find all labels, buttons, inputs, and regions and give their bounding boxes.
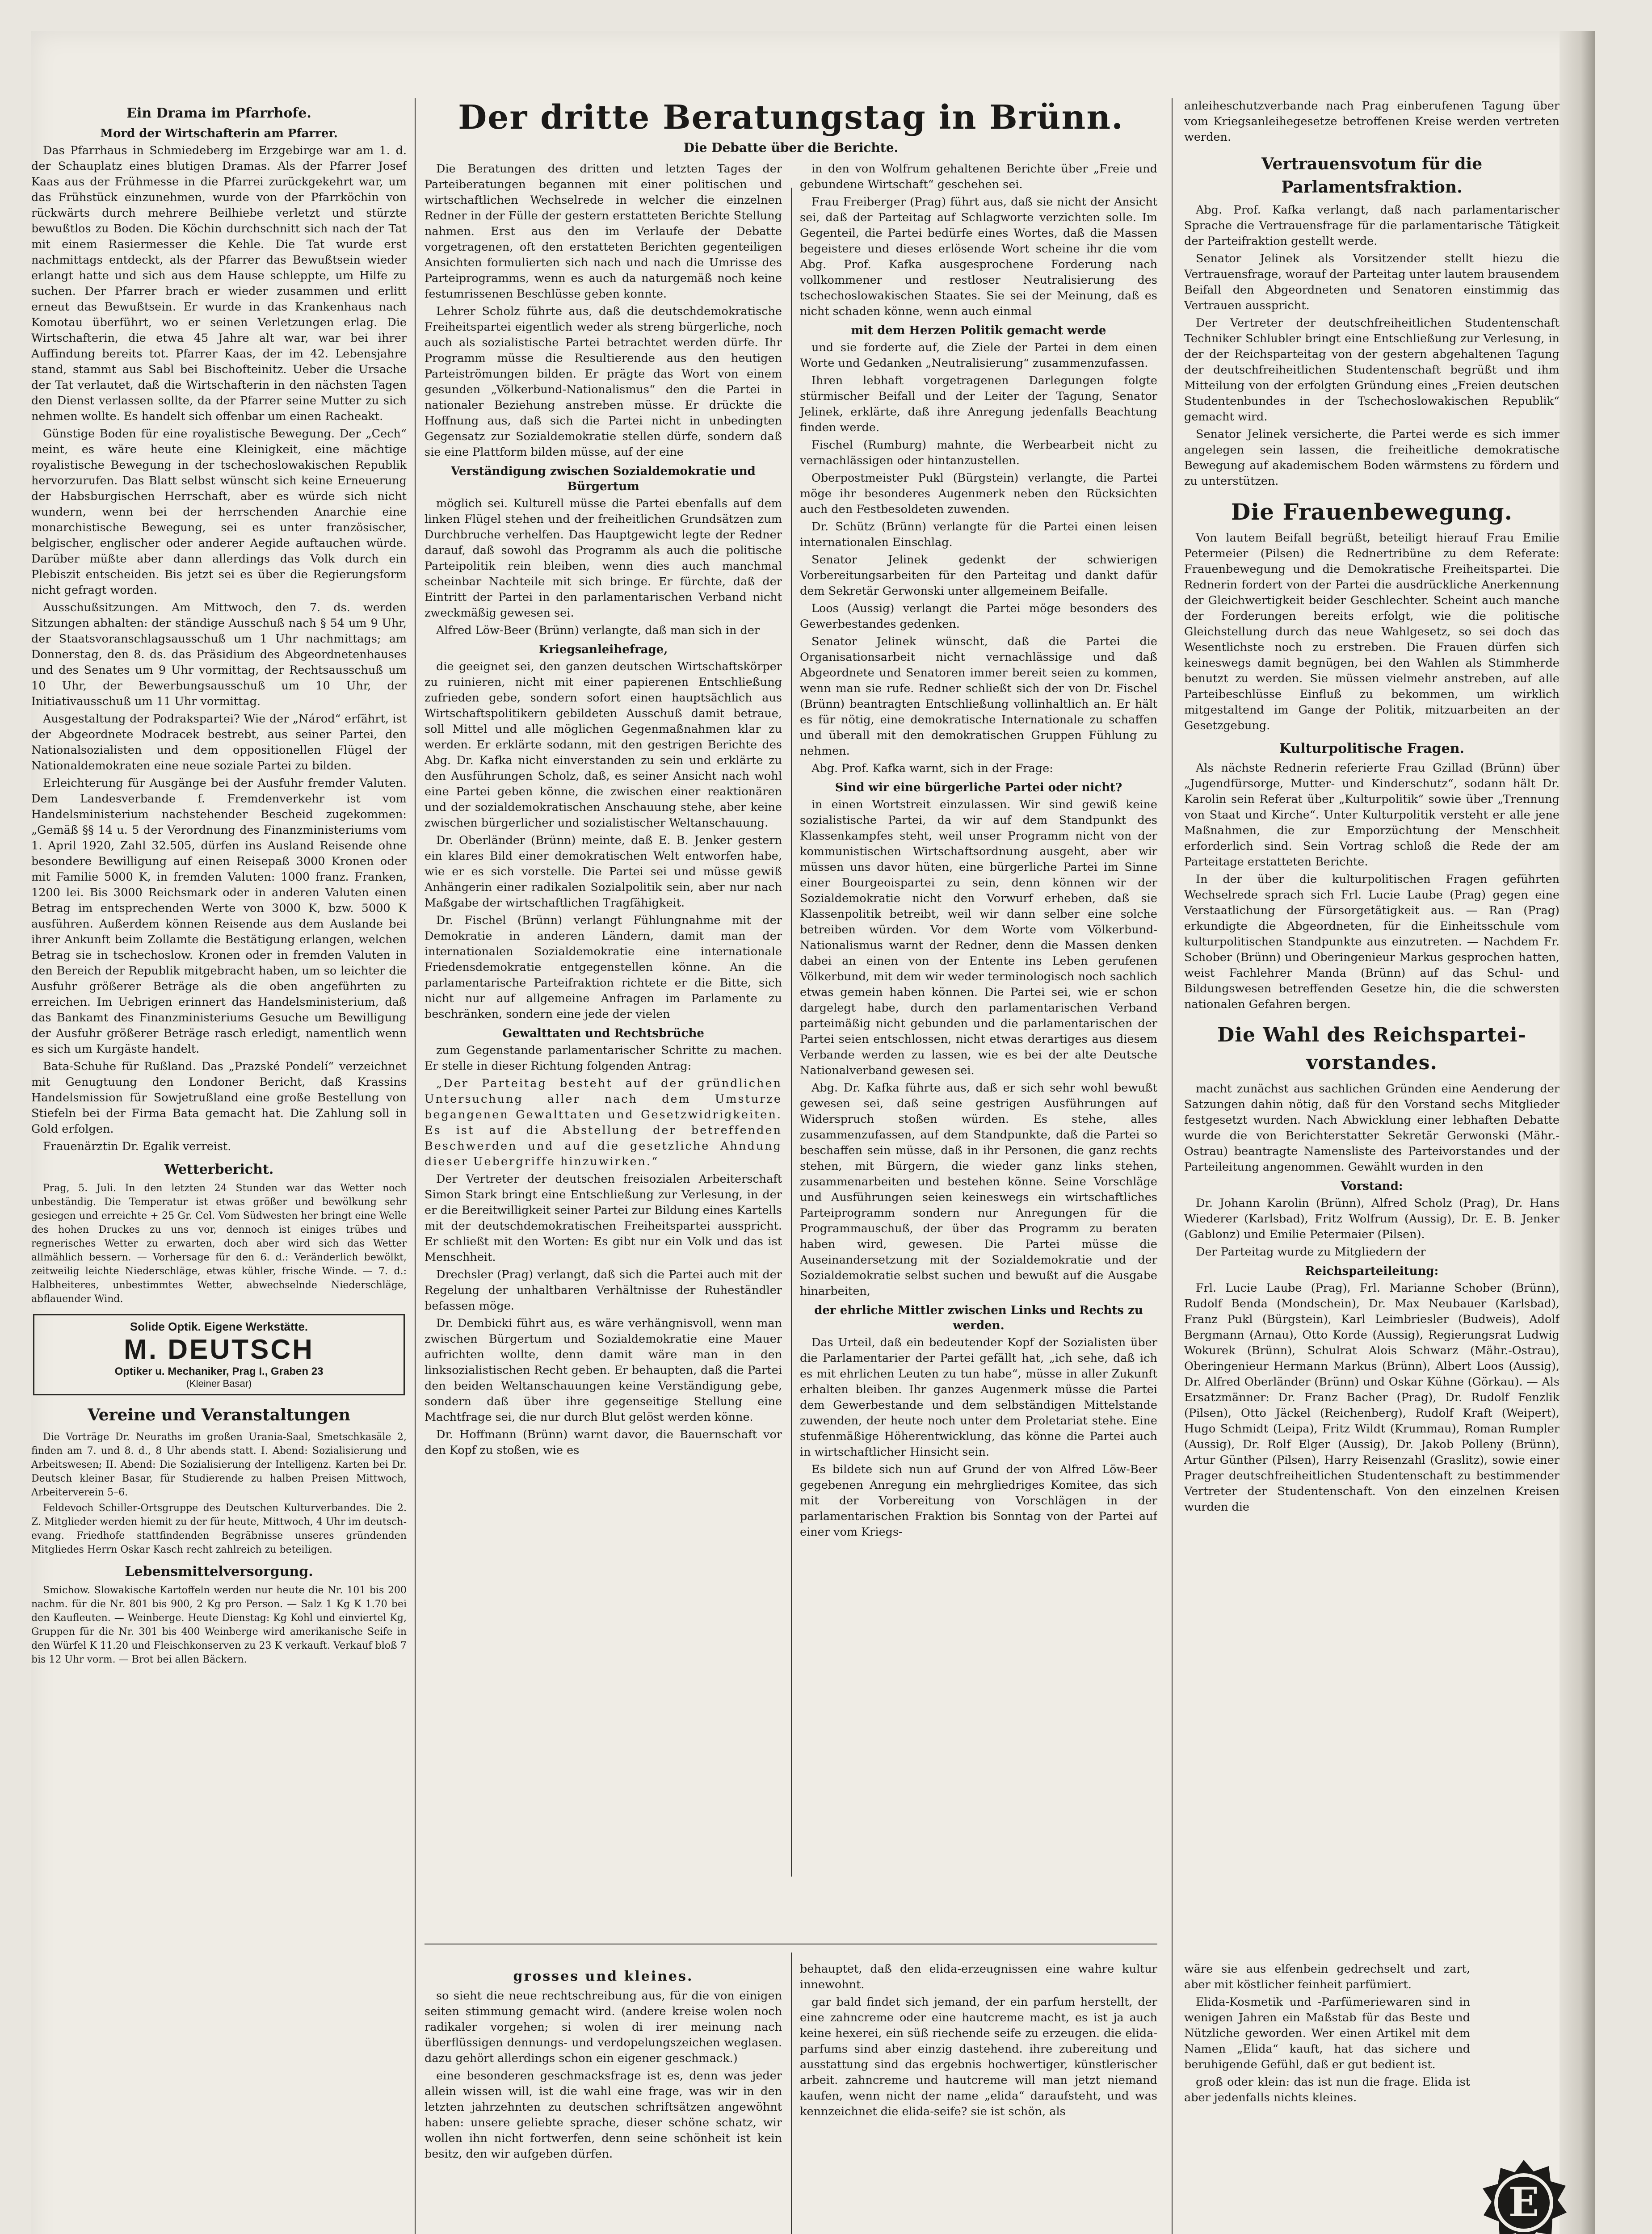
article-para: Dr. Hoffmann (Brünn) warnt davor, die Bauernschaft vor den Kopf zu stoßen, wie es — [425, 1428, 782, 1457]
women-text: Von lautem Beifall begrüßt, beteiligt hierauf Frau Emilie Petermeier (Pilsen) die Rednertribüne zu dem Referate: Frauenbewegung und die Demokratische Freiheitspartei. Die Rednerin fordert von der Partei die ausdrückliche Anerkennung der Gleichwertigkeit beider Geschlechter. Scheint auch manche der Forderungen bereits erfolgt, wie die politische Gleichstellung durch das neue Wahlgesetz, so sei doch das Wesentlichste noch zu erstreben. Die Frauen dürfen sich keineswegs damit begnügen, bei den Wahlen als Stimmherde benutzt zu werden. Sie müssen vielmehr anstreben, auf alle Parteibeschlüsse Einfluß zu bekommen, um wirklich mitgestaltend im Gange der Politik, mitzuarbeiten an der Gesetzgebung. — [1184, 531, 1560, 732]
article-subhead: der ehrliche Mittler zwischen Links und Rechts zu werden. — [814, 1304, 1143, 1332]
vote-text: Abg. Prof. Kafka verlangt, daß nach parlamentarischer Sprache die Vertrauensfrage für die parlamentarische Tätigkeit der Parteifraktion gestellt werde. — [1184, 203, 1560, 248]
feuilleton-text: gar bald findet sich jemand, der ein parfum herstellt, der eine zahncreme oder eine hautcreme macht, es ist ja auch keine hexerei, ein süß riechende seife zu erzeugen. die elida-parfums sind aber einzig dastehend. ihre zubereitung und ausstattung sind das ergebnis hochwertiger, künstlerischer arbeit. zahncreme und hautcreme will man jetzt niemand kaufen, wenn nicht der name „elida“ daraufsteht, und was kennzeichnet die elida-seife? sie ist schön, als — [800, 1995, 1157, 2118]
main-article — [425, 98, 1157, 1948]
article-para: Oberpostmeister Pukl (Bürgstein) verlangte, die Partei möge ihr besonderes Augenmerk neben den Rücksichten auch den Festbesoldeten zuwenden. — [800, 471, 1157, 516]
article-para: zum Gegenstande parlamentarischer Schritte zu machen. Er stelle in dieser Richtung folgenden Antrag: — [425, 1044, 782, 1073]
article-para: Dr. Dembicki führt aus, es wäre verhängnisvoll, wenn man zwischen Bürgertum und Sozialdemokratie eine Mauer aufrichten wollte, denn damit wäre man in den linksozialistischen Recht geben. Er behaupten, daß die Partei den beiden Weltanschauungen keine Verständigung gebe, sondern daß über ihre gegenseitige Stellung eine Machtfrage sei, die nur durch Blut gelöst werden könne. — [425, 1317, 782, 1424]
ad-name: M. DEUTSCH — [124, 1334, 314, 1365]
elida-text: wäre sie aus elfenbein gedrechselt und zart, aber mit köstlicher feinheit parfümiert. — [1184, 1962, 1470, 1991]
article-para: Drechsler (Prag) verlangt, daß sich die Partei auch mit der Regelung der unhaltbaren Verhältnisse der Ruheständler befassen möge. — [425, 1268, 782, 1313]
feuilleton-right — [800, 1961, 1157, 2234]
article-subhead: Verständigung zwischen Sozialdemokratie und Bürgertum — [451, 465, 756, 493]
article-para: Fischel (Rumburg) mahnte, die Werbearbeit nicht zu vernachlässigen oder hintanzustellen. — [800, 438, 1157, 467]
drama-headline: Ein Drama im Pfarrhofe. — [126, 105, 311, 121]
feuilleton-headline: grosses und kleines. — [513, 1969, 694, 1984]
doctor-notice: Frauenärztin Dr. Egalik verreist. — [43, 1140, 231, 1153]
article-para: Frau Freiberger (Prag) führt aus, daß sie nicht der Ansicht sei, daß der Parteitag auf Schlagworte verzichten solle. Im Gegenteil, die Partei bedürfe eines Wortes, daß die Massen begeistere und dieses erlösende Wort scheine ihr die vom Abg. Prof. Kafka ausgesprochene Forderung nach vollkommener und restloser Neutralisierung des tschechoslowakischen Staates. Sie sei der Meinung, daß es nicht schaden könne, wenn auch einmal — [800, 195, 1157, 318]
board-members: Dr. Johann Karolin (Brünn), Alfred Scholz (Prag), Dr. Hans Wiederer (Karlsbad), Fritz Wolfrum (Aussig), Dr. E. B. Jenker (Gablonz) und Emilie Petermaier (Pilsen). — [1184, 1197, 1560, 1241]
women-headline: Die Frauenbewegung. — [1231, 499, 1513, 525]
column-rule-1 — [415, 98, 416, 2234]
food-text: Smichow. Slowakische Kartoffeln werden nur heute die Nr. 101 bis 200 nachm. für die Nr. 801 bis 900, 2 Kg pro Person. — Salz 1 Kg K 1.70 bei den Kaufleuten. — Weinberge. Heute Dienstag: Kg Kohl und einviertel Kg, Gruppen für die Nr. 301 bis 400 Weinberge wird amerikanische Seife in den Würfel K 11.20 und Fleischkonserven zu 23 K verkauft. Verkauf bloß 7 bis 12 Uhr vorm. — Brot bei allen Bäckern. — [31, 1585, 407, 1665]
events-text-1: Die Vorträge Dr. Neuraths im großen Urania-Saal, Smetschkasäle 2, finden am 7. und 8. d., 8 Uhr abends statt. I. Abend: Sozialisierung und Arbeitswesen; II. Abend: Die Sozialisierung der Intelligenz. Karten bei Dr. Deutsch kleiner Basar, für Studierende zu halben Preisen Mittwoch, Arbeiterverein 5–6. — [31, 1432, 407, 1498]
article-subhead: Kriegsanleihefrage, — [538, 643, 668, 656]
article-para: Alfred Löw-Beer (Brünn) verlangte, daß man sich in der — [436, 624, 760, 637]
main-subheadline: Die Debatte über die Berichte. — [683, 140, 899, 155]
article-para: Abg. Dr. Kafka führte aus, daß er sich sehr wohl bewußt gewesen sei, daß seine gestrigen Ausführungen auf Widerspruch stoßen würden. Es stehe, alles zusammenzufassen, auf dem Standpunkte, daß die Partei so beschaffen sein müsse, daß in ihr Personen, die ganz rechts stehen, mit Bürgern, die wieder ganz links stehen, zusammenarbeiten und bestehen könne. Seine Vorschläge und Ausführungen seien keineswegs ein wirtschaftliches Parteiprogramm sondern nur Anregungen für die Programmauschuß, der über das Programm zu beraten haben wird, gewesen. Die Partei müsse die Auseinandersetzung mit der Sozialdemokratie und der Sozialdemokratie selbst suchen und bewußt auf die Ausgabe hinarbeiten, — [800, 1081, 1157, 1298]
committee-text: Ausschußsitzungen. Am Mittwoch, den 7. ds. werden Sitzungen abhalten: der ständige Ausschuß nach § 54 um 9 Uhr, der Staatsvoranschlagsausschuß um 1 Uhr nachmittags; am Donnerstag, den 8. ds. das Präsidium des Abgeordnetenhauses und des Senates um 9 Uhr vormittag, der Rechtsausschuß um 10 Uhr, der Bewerbungsausschuß um 10 Uhr, der Initiativausschuß um 11 Uhr vormittag. — [31, 601, 407, 708]
article-para: Loos (Aussig) verlangt die Partei möge besonders des Gewerbestandes gedenken. — [800, 602, 1157, 631]
feuilleton-text: eine besonderen geschmacksfrage ist es, denn was jeder allein wissen will, ist die wahl eine frage, was wir in den letzten jahrzehnten zu deutschen schriftsätzen angewöhnt haben: unsere geliebte sprache, dieser schöne schatz, wir wollen ihn nicht fortwerfen, denn seine schönheit ist kein besitz, den wir aufgeben dürfen. — [425, 2069, 782, 2161]
article-para: möglich sei. Kulturell müsse die Partei ebenfalls auf dem linken Flügel stehen und der freiheitlichen Grundsätzen zum Durchbruche verhelfen. Das Hauptgewicht legte der Redner darauf, daß sowohl das Programm als auch die politische Parteipolitik rein bleiben, wenn dies auch manchmal scheinbar Nachteile mit sich bringe. Er fürchte, daß der Eintritt der Partei in den parlamentarischen Verband nicht zweckmäßig gewesen sei. — [425, 497, 782, 620]
drama-subheadline: Mord der Wirtschafterin am Pfarrer. — [100, 127, 338, 140]
article-subhead: Gewalttaten und Rechtsbrüche — [502, 1027, 704, 1040]
article-para: in den von Wolfrum gehaltenen Berichte über „Freie und gebundene Wirtschaft“ geschehen sei. — [800, 162, 1157, 191]
article-para: Senator Jelinek wünscht, daß die Partei die Organisationsarbeit nicht vernachlässige und daß Abgeordnete und Senatoren immer bereit seien zu kommen, wenn man sie rufe. Redner schließt sich der von Dr. Fischel (Brünn) beantragten Entschließung vollinhaltlich an. Er hält es für nötig, eine demokratische Internationale zu schaffen und überall mit den demokratischen Gruppen Fühlung zu nehmen. — [800, 635, 1157, 758]
feuilleton-text: behauptet, daß den elida-erzeugnissen eine wahre kultur innewohnt. — [800, 1962, 1157, 1991]
ad-line-1: Solide Optik. Eigene Werkstätte. — [130, 1320, 308, 1333]
weather-headline: Wetterbericht. — [164, 1162, 274, 1177]
vote-text: Senator Jelinek als Vorsitzender stellt hiezu die Vertrauensfrage, worauf der Parteitag unter lautem brausendem Beifall den Abgeordneten und Senatoren einstimmig das Vertrauen ausspricht. — [1184, 252, 1560, 312]
ad-note: (Kleiner Basar) — [186, 1378, 252, 1389]
optician-ad — [33, 1314, 405, 1395]
leadership-subhead: Reichsparteileitung: — [1305, 1264, 1439, 1278]
continued-text: anleiheschutzverbande nach Prag einberufenen Tagung über vom Kriegsanleihegesetze betroffenen Kreise werden vertreten werden. — [1184, 99, 1560, 144]
leadership-members: Frl. Lucie Laube (Prag), Frl. Marianne Schober (Brünn), Rudolf Benda (Mondschein), Dr. Max Neubauer (Karlsbad), Franz Pukl (Bürgstein), Karl Leimbriesler (Budweis), Adolf Bergmann (Arnau), Otto Korde (Aussig), Regierungsrat Ludwig Wokurek (Brünn), Schulrat Alois Schwarz (Mähr.-Ostrau), Oberingenieur Hermann Markus (Brünn), Albert Loos (Aussig), Dr. Alfred Oberländer (Brünn) und Oskar Kühne (Görkau). — Als Ersatzmänner: Dr. Franz Bacher (Prag), Dr. Rudolf Fenzlik (Pilsen), Otto Jäckel (Reichenberg), Rudolf Kraft (Weipert), Hugo Schmidt (Leipa), Fritz Wildt (Krummau), Roman Rumpler (Aussig), Dr. Rolf Elger (Aussig), Dr. Jakob Polleny (Brünn), Artur Günther (Pilsen), Harry Reisenzahl (Graslitz), sowie einer Prager deutschfreiheitlichen Studentenschaft zu bestimmender Vertreter der Studentenschaft. Von den einzelnen Kreisen wurden die — [1184, 1281, 1560, 1514]
article-para: Der Vertreter der deutschen freisozialen Arbeiterschaft Simon Stark bringt eine Entschließung zur Verlesung, in der er die Bereitwilligkeit seiner Partei zur Bildung eines Kartells mit der deutschdemokratischen Freiheitspartei ausspricht. Er schließt mit den Worten: Es gibt nur ein Volk und das ist Menschheit. — [425, 1172, 782, 1264]
column-3 — [1184, 98, 1560, 2234]
ad-address: Optiker u. Mechaniker, Prag I., Graben 23 — [114, 1365, 324, 1377]
badge-letter: E — [1508, 2179, 1539, 2226]
drama-text: Das Pfarrhaus in Schmiedeberg im Erzgebirge war am 1. d. der Schauplatz eines blutigen Dramas. Als der Pfarrer Josef Kaas aus der Frühmesse in die Pfarrei zurückgekehrt war, um das Frühstück einzunehmen, wurde von der Pfarrköchin von rückwärts durch mehrere Beilhiebe verletzt und stürzte bewußtlos zu Boden. Die Köchin durchschnitt sich nach der Tat mit einem Rasiermesser die Kehle. Die Tat wurde erst nachmittags entdeckt, als der Pfarrer das Bewußtsein wieder erlangt hatte und sich aus dem Hause schleppte, um Hilfe zu suchen. Der Pfarrer brach er wieder zusammen und erlitt erneut das Bewußtsein. Er wurde in das Krankenhaus nach Komotau überführt, wo er seinen Verletzungen erlag. Die Wirtschafterin, die etwa 45 Jahre alt war, war bei ihrer Auffindung bereits tot. Pfarrer Kaas, der im 42. Lebensjahre stand, stammt aus Sabl bei Bischofteinitz. Ueber die Ursache der Tat verlautet, daß die Wirtschafterin in den nächsten Tagen den Dienst verlassen sollte, da der Pfarrer seine Mutter zu sich nehmen wollte. Es handelt sich offenbar um einen Racheakt. — [31, 144, 407, 423]
article-para: Lehrer Scholz führte aus, daß die deutschdemokratische Freiheitspartei eigentlich weder als streng bürgerliche, noch auch als sozialistische Partei betrachtet werden dürfe. Ihr Programm müsse die Resultierende aus den heutigen Parteiströmungen bilden. Er prägte das Wort von einem gesunden „Völkerbund-Nationalismus“ den die Partei in nationaler Beziehung anstreben müsse. Er drückte die Hoffnung aus, daß sich die Partei nicht in unbedingten Gegensatz zur Sozialdemokratie stellen dürfe, sondern daß sie eine Plattform bilden müsse, auf der eine — [425, 305, 782, 459]
main-headline: Der dritte Beratungstag in Brünn. — [458, 98, 1124, 137]
weather-text: Prag, 5. Juli. In den letzten 24 Stunden war das Wetter noch unbeständig. Die Temperatur ist etwas größer und bewölkung sehr gesiegen und erreichte + 25 Gr. Cel. Vom Südwesten her bringt eine Welle des hohen Druckes zu uns vor, dennoch ist einiges trübes und regnerisches Wetter zu erwarten, doch aber wird sich das Wetter allmählich bessern. — Vorhersage für den 6. d.: Veränderlich bewölkt, zeitweilig leichte Niederschläge, etwas kühler, frische Winde. — 7. d.: Halbheiteres, unbestimmtes Wetter, abwechselnde Niederschläge, abflauender Wind. — [31, 1183, 407, 1305]
article-para: Senator Jelinek gedenkt der schwierigen Vorbereitungsarbeiten für den Parteitag und dankt dafür dem Sekretär Gerwonski unter allgemeinem Beifalle. — [800, 553, 1157, 598]
article-quote: „Der Parteitag besteht auf der gründlichen Untersuchung aller nach dem Umsturze begangenen Gewalttaten und Gesetzwidrigkeiten. Es ist auf die Abstellung der betreffenden Beschwerden und auf die gesetzliche Ahndung dieser Uebergriffe hinzuwirken.“ — [425, 1077, 782, 1168]
currency-text: Erleichterung für Ausgänge bei der Ausfuhr fremder Valuten. Dem Landesverbande f. Fremdenverkehr ist vom Handelsministerium nachstehender Bescheid zugekommen: „Gemäß §§ 14 u. 5 der Verordnung des Finanzministeriums vom 1. April 1920, Zahl 32.505, dürfen ins Ausland Reisende ohne besondere Bewilligung auf einen Reisepaß 3000 Kronen oder mit Familie 5000 K, in fremden Valuten: 1000 franz. Franken, 1200 lei. Bis 3000 Reichsmark oder in anderen Valuten einen Betrag im entsprechenden Werte von 3000 K, bzw. 5000 K ausführen. Außerdem können Reisende aus dem Auslande bei ihrer Ankunft beim Zollamte die Bestätigung erlangen, welchen Betrag sie in tschechoslow. Kronen oder in fremden Valuten in den Bereich der Republik mitgebracht haben, um so leichter die Ausfuhr größerer Beträge als die oben angeführten zu erreichen. Im Uebrigen erinnert das Handelsministerium, daß das Bankamt des Finanzministeriums Gesuche um Bewilligung der Ausfuhr größerer Beträge rasch erledigt, namentlich wenn es sich um Kurgäste handelt. — [31, 777, 407, 1056]
article-para: und sie forderte auf, die Ziele der Partei in dem einen Worte und Gedanken „Neutralisierung“ zusammenzufassen. — [800, 341, 1157, 370]
student-text: Der Vertreter der deutschfreiheitlichen Studentenschaft Techniker Schlubler bringt eine Entschließung zur Verlesung, in der der Reichsparteitag von der gestern abgehaltenen Tagung der deutschfreiheitlichen Studentenschaft begrüßt und ihm Mitteilung von der erfolgten Gründung eines „Freien deutschen Studentenbundes in der Tschechoslowakischen Republik“ gemacht wird. — [1184, 316, 1560, 424]
feuilleton-left — [425, 1961, 782, 2234]
column-rule-4 — [791, 1953, 792, 2234]
bata-text: Bata-Schuhe für Rußland. Das „Prazské Pondelí“ verzeichnet mit Genugtuung den Londoner Bericht, daß Krassins Handelsmission für Sowjetrußland eine große Bestellung von Stiefeln bei der Firma Bata gemacht hat. Die Zahlung soll in Gold erfolgen. — [31, 1060, 407, 1136]
culture-text: Als nächste Rednerin referierte Frau Gzillad (Brünn) über „Jugendfürsorge, Mutter- und Kinderschutz“, sodann hält Dr. Karolin sein Referat über „Kulturpolitik“ sowie über „Trennung von Staat und Kirche“. Unter Kulturpolitik versteht er alle jene Maßnahmen, die zur Emporzüchtung der Menschheit erforderlich sind. Sein Vortrag schloß die Rede der am Parteitage erstatteten Berichte. — [1184, 761, 1560, 869]
elida-text: Elida-Kosmetik und -Parfümeriewaren sind in wenigen Jahren ein Maßstab für das Beste und Nützliche geworden. Wer einen Artikel mit dem Namen „Elida“ kauft, hat das sichere und beruhigende Gefühl, daß er gut bedient ist. — [1184, 1995, 1470, 2071]
article-para: Das Urteil, daß ein bedeutender Kopf der Sozialisten über die Parlamentarier der Partei gefällt hat, „ich sehe, daß ich es mit ehrlichen Leuten zu tun habe“, müsse in aller Zukunft erhalten bleiben. Ihr ganzes Augenmerk müsse die Partei dem Gewerbestande und dem selbständigen Mittelstande zuwenden, der heute noch unter dem Proletariat stehe. Eine stufenmäßige Höherentwicklung, das könne die Partei auch in wirtschaftlicher Hinsicht sein. — [800, 1336, 1157, 1459]
election-text: Der Parteitag wurde zu Mitgliedern der — [1196, 1245, 1426, 1259]
vote-headline: Vertrauensvotum für die Parlamentsfraktion. — [1261, 155, 1483, 197]
column-rule-2 — [1172, 98, 1173, 2234]
column-1 — [31, 98, 407, 2234]
page-edge — [1560, 31, 1595, 2234]
article-column-left — [425, 161, 782, 1542]
main-article-body — [425, 161, 1157, 1542]
article-para: Dr. Schütz (Brünn) verlangte für die Partei einen leisen internationalen Einschlag. — [800, 520, 1157, 549]
election-text: macht zunächst aus sachlichen Gründen eine Aenderung der Satzungen dahin nötig, daß für den Vorstand sechs Mitglieder festgesetzt wurden. Nach Abwicklung einer lebhaften Debatte wurde die von Berichterstatter Sekretär Gerwonski (Mähr.-Ostrau) beantragte Namensliste des Parteivorstandes und der Parteileitung angenommen. Gewählt wurden in den — [1184, 1082, 1560, 1174]
events-headline: Vereine und Veranstaltungen — [88, 1406, 350, 1424]
student-text: Senator Jelinek versicherte, die Partei werde es sich immer angelegen sein lassen, die freiheitliche demokratische Bewegung auf akademischem Boden wärmstens zu fördern und zu unterstützen. — [1184, 428, 1560, 488]
article-para: Abg. Prof. Kafka warnt, sich in der Frage: — [811, 762, 1053, 775]
board-subhead: Vorstand: — [1341, 1180, 1403, 1193]
culture-headline: Kulturpolitische Fragen. — [1279, 741, 1464, 756]
article-subhead: Sind wir eine bürgerliche Partei oder nicht? — [835, 781, 1122, 794]
food-headline: Lebensmittelversorgung. — [125, 1564, 313, 1579]
article-para: die geeignet sei, den ganzen deutschen Wirtschaftskörper zu ruinieren, nicht mit einer papierenen Entschließung zufrieden gebe, sondern sofort einen hauptsächlich aus Wirtschaftspolitikern gebildeten Ausschuß damit betraue, soll Mittel und alle möglichen Gegenmaßnahmen klar zu werden. Er erklärte sodann, mit den gestrigen Berichte des Abg. Dr. Kafka nicht einverstanden zu sein und erklärte zu den Ausführungen Scholz, daß, es seiner Ansicht nach wohl eine Partei geben könne, die zwischen einer reaktionären und der sozialdemokratischen Anschauung stehe, aber keine zwischen bürgerlicher und sozialistischer Weltanschauung. — [425, 660, 782, 830]
article-para: Es bildete sich nun auf Grund der von Alfred Löw-Beer gegebenen Anregung ein mehrgliedriges Komitee, das sich mit der Vorbereitung von Vorschlägen in der parlamentarischen Fraktion bis Sonntag von der Partei auf einer vom Kriegs- — [800, 1463, 1157, 1539]
article-para: Die Beratungen des dritten und letzten Tages der Parteiberatungen begannen mit einer politischen und wirtschaftlichen Wechselrede in welcher die einzelnen Redner in der Fülle der gestern erstatteten Berichte Stellung nahmen. Erst aus den im Verlaufe der Debatte vorgetragenen, oft den erstatteten Berichten gegenteiligen Ansichten formulierten sich nach und nach die Umrisse des Parteiprogramms, wenn es auch da naturgemäß noch keine festumrissenen Beschlüsse geben konnte. — [425, 162, 782, 301]
article-column-right — [800, 161, 1157, 1542]
newspaper-page — [31, 31, 1595, 2234]
party-text: Ausgestaltung der Podrakspartei? Wie der „Národ“ erfährt, ist der Abgeordnete Modracek bestrebt, aus seiner Partei, den Nationalsozialisten und dem oppositionellen Flügel der Nationaldemokraten eine neue soziale Partei zu bilden. — [31, 712, 407, 773]
feuilleton-text: so sieht die neue rechtschreibung aus, für die von einigen seiten stimmung gemacht wird. (andere kreise wolen noch radikaler vorgehen; si wolen di irer meinung nach überflüssigen dennungs- und verdopelungszeichen weglasen. dazu gehört allerdings schon ein eigener geschmack.) — [425, 1989, 782, 2065]
article-para: Ihren lebhaft vorgetragenen Darlegungen folgte stürmischer Beifall und der Leiter der Tagung, Senator Jelinek, erklärte, daß ihre Anregung jedenfalls Beachtung finden werde. — [800, 374, 1157, 434]
elida-text: groß oder klein: das ist nun die frage. Elida ist aber jedenfalls nichts kleines. — [1184, 2075, 1470, 2104]
culture-text: In der über die kulturpolitischen Fragen geführten Wechselrede sprach sich Frl. Lucie Laube (Prag) gegen eine Verstaatlichung der Fürsorgetätigkeit aus. — Ran (Prag) erkundigte die Abgeordneten, für die Einheitsschule vom kulturpolitischen Standpunkte aus einzutreten. — Nachdem Fr. Schober (Brünn) und Oberingenieur Markus gesprochen hatten, weist Fachlehrer Manda (Brünn) auf das Schul- und Bildungswesen betreffenden Gesetze hin, die die schwersten nationalen Gefahren bergen. — [1184, 873, 1560, 1011]
article-subhead: mit dem Herzen Politik gemacht werde — [851, 324, 1106, 337]
article-para: Dr. Oberländer (Brünn) meinte, daß E. B. Jenker gestern ein klares Bild einer demokratischen Welt entworfen habe, wie er es sich vorstelle. Die Partei sei und müsse gewiß Anhängerin einer radikalen Sozialpolitik sein, aber nur nach Maßgabe der wirtschaftlichen Tragfähigkeit. — [425, 834, 782, 910]
elida-ad-text — [1184, 1961, 1470, 2234]
elida-logo-badge — [1479, 2158, 1568, 2234]
royalist-text: Günstige Boden für eine royalistische Bewegung. Der „Cech“ meint, es wäre heute eine Kleinigkeit, eine mächtige royalistische Bewegung in der tschechoslowakischen Republik hervorzurufen. Das Blatt selbst wünscht sich keine Erneuerung der Habsburgischen Herrschaft, aber es würde sich nicht wundern, wenn bei der herrschenden Anarchie eine monarchistische Bewegung, sei es unter französischer, belgischer, englischer oder anderer Aegide auftauchen würde. Darüber müßte aber dann allerdings das Volk durch ein Plebiszit entscheiden. Bis jetzt sei es über die Regierungsform nicht gefragt worden. — [31, 427, 407, 597]
election-headline: Die Wahl des Reichspartei-vorstandes. — [1217, 1024, 1526, 1074]
events-text-2: Feldevoch Schiller-Ortsgruppe des Deutschen Kulturverbandes. Die 2. Z. Mitglieder werden hiemit zu der für heute, Mittwoch, 4 Uhr im deutsch-evang. Friedhofe stattfindenden Begräbnisse unseres gründenden Mitgliedes Herrn Oskar Kasch recht zahlreich zu beteiligen. — [31, 1503, 407, 1555]
article-para: Dr. Fischel (Brünn) verlangt Fühlungnahme mit der Demokratie in anderen Ländern, damit man der internationalen Sozialdemokratie eine internationale Friedensdemokratie entgegenstellen könne. An die parlamentarische Parteifraktion richtete er die Bitte, sich nicht nur auf allgemeine Anfragen im Parlamente zu beschränken, sondern eine jede der vielen — [425, 914, 782, 1021]
article-para: in einen Wortstreit einzulassen. Wir sind gewiß keine sozialistische Partei, da wir auf dem Standpunkt des Klassenkampfes steht, weil unser Programm nicht von der kommunistischen Wirtschaftsordnung ausgeht, aber wir müssen uns davor hüten, eine bürgerliche Partei im Sinne einer Bourgeoispartei zu sein, denn können wir der Sozialdemokratie nicht den Vorwurf erheben, daß sie Klassenpolitik betreibt, weil wir dann selber eine solche betreiben würden. Vor dem Worte vom Völkerbund-Nationalismus warnt der Redner, denn die Massen denken dabei an einen von der Entente ins Leben gerufenen Völkerbund, mit dem wir weder terminologisch noch sachlich etwas gemein haben können. Die Partei sei, wie er schon dargelegt habe, durch den parlamentarischen Verband parteimäßig nicht gebunden und die parlamentarischen der Partei seien entschlossen, nicht etwas derartiges aus diesem Verbande werden zu lassen, wie es bei der alte Deutsche Nationalverband gewesen sei. — [800, 798, 1157, 1077]
